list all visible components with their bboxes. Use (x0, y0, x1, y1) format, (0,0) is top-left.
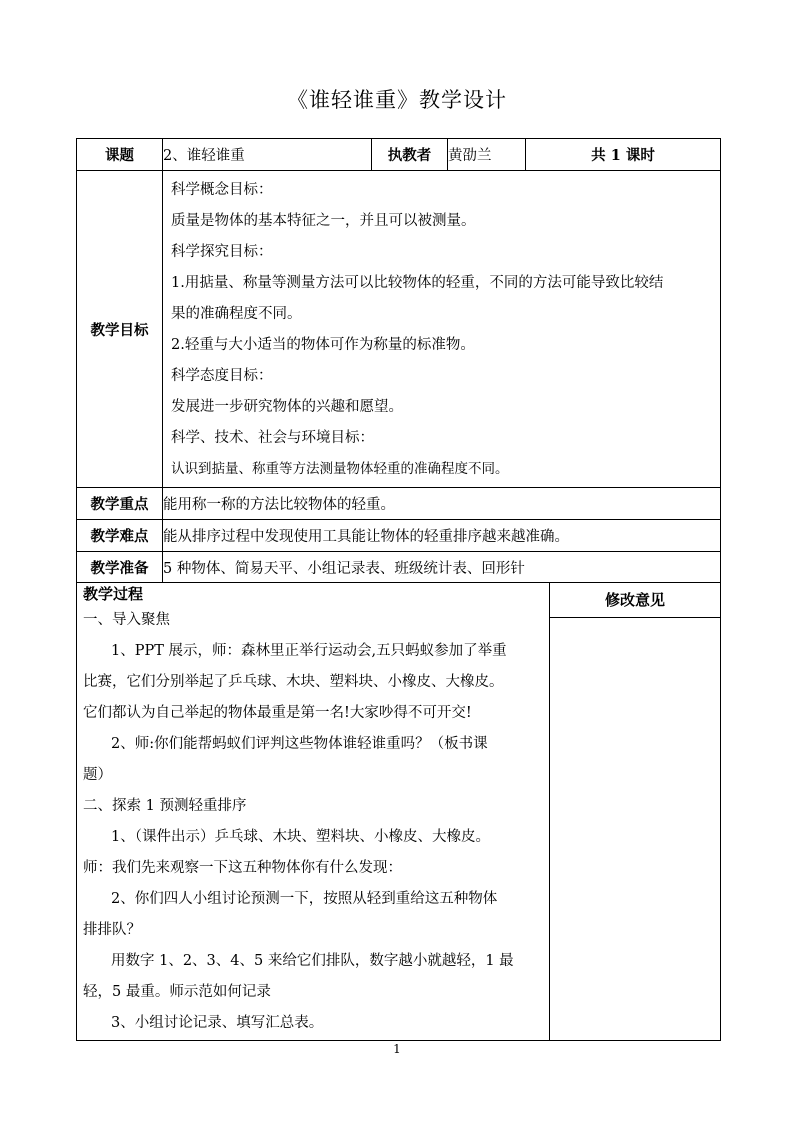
difficulty-label: 教学难点 (77, 520, 163, 552)
remark-label: 修改意见 (550, 583, 720, 618)
document-title: 《谁轻谁重》教学设计 (287, 88, 507, 112)
process-line: 排排队？ (83, 922, 141, 938)
difficulty-value: 能从排序过程中发现使用工具能让物体的轻重排序越来越准确。 (163, 520, 721, 552)
topic-value: 2、谁轻谁重 (163, 139, 372, 171)
process-line: 二、探索 1 预测轻重排序 (83, 798, 247, 814)
process-line: 用数字 1、2、3、4、5 来给它们排队，数字越小就越轻，1 最 (111, 953, 514, 969)
difficulty-row (77, 520, 721, 552)
process-line: 它们都认为自己举起的物体最重是第一名!大家吵得不可开交! (83, 705, 472, 721)
preparation-row (77, 552, 721, 583)
process-line: 比赛，它们分别举起了乒乓球、木块、塑料块、小橡皮、大橡皮。 (83, 674, 504, 690)
key-point-value: 能用称一称的方法比较物体的轻重。 (163, 488, 721, 520)
goals-row (77, 171, 721, 488)
lesson-plan-table (76, 138, 721, 1041)
goals-label: 教学目标 (77, 171, 163, 488)
process-content (77, 583, 550, 1041)
process-line: 轻，5 最重。师示范如何记录 (83, 984, 271, 1000)
goal-line: 科学、技术、社会与环境目标： (171, 430, 374, 446)
process-line: 师：我们先来观察一下这五种物体你有什么发现： (83, 860, 402, 876)
process-line: 2、师:你们能帮蚂蚁们评判这些物体谁轻谁重吗？（板书课 (111, 736, 488, 752)
goal-line: 质量是物体的基本特征之一，并且可以被测量。 (171, 213, 476, 229)
process-line: 1、PPT 展示，师：森林里正举行运动会,五只蚂蚁参加了举重 (111, 643, 507, 659)
process-line: 2、你们四人小组讨论预测一下，按照从轻到重给这五种物体 (111, 891, 498, 907)
goal-line: 科学概念目标： (171, 182, 273, 198)
process-line: 一、导入聚焦 (83, 612, 170, 628)
key-point-row (77, 488, 721, 520)
process-line: 1、（课件出示）乒乓球、木块、塑料块、小橡皮、大橡皮。 (111, 829, 490, 845)
goal-line: 发展进一步研究物体的兴趣和愿望。 (171, 399, 403, 415)
header-row (77, 139, 721, 171)
goal-line: 认识到掂量、称重等方法测量物体轻重的准确程度不同。 (171, 461, 509, 477)
page-number: 1 (393, 1042, 401, 1056)
lesson-hours: 共 1 课时 (526, 139, 721, 171)
process-row (77, 583, 721, 1041)
topic-label: 课题 (77, 139, 163, 171)
teacher-label: 执教者 (372, 139, 448, 171)
process-line: 题） (83, 767, 112, 783)
process-line: 3、小组讨论记录、填写汇总表。 (111, 1015, 324, 1031)
goal-line: 1.用掂量、称量等测量方法可以比较物体的轻重，不同的方法可能导致比较结 (171, 275, 664, 291)
key-point-label: 教学重点 (77, 488, 163, 520)
goal-line: 科学探究目标： (171, 244, 273, 260)
preparation-label: 教学准备 (77, 552, 163, 583)
goal-line: 科学态度目标： (171, 368, 273, 384)
goals-content (163, 171, 721, 488)
teacher-value: 黄劭兰 (448, 139, 526, 171)
goal-line: 果的准确程度不同。 (171, 306, 302, 322)
process-title: 教学过程 (83, 585, 144, 603)
preparation-value: 5 种物体、简易天平、小组记录表、班级统计表、回形针 (163, 552, 721, 583)
goal-line: 2.轻重与大小适当的物体可作为称量的标准物。 (171, 337, 475, 353)
remark-column (550, 583, 721, 1041)
